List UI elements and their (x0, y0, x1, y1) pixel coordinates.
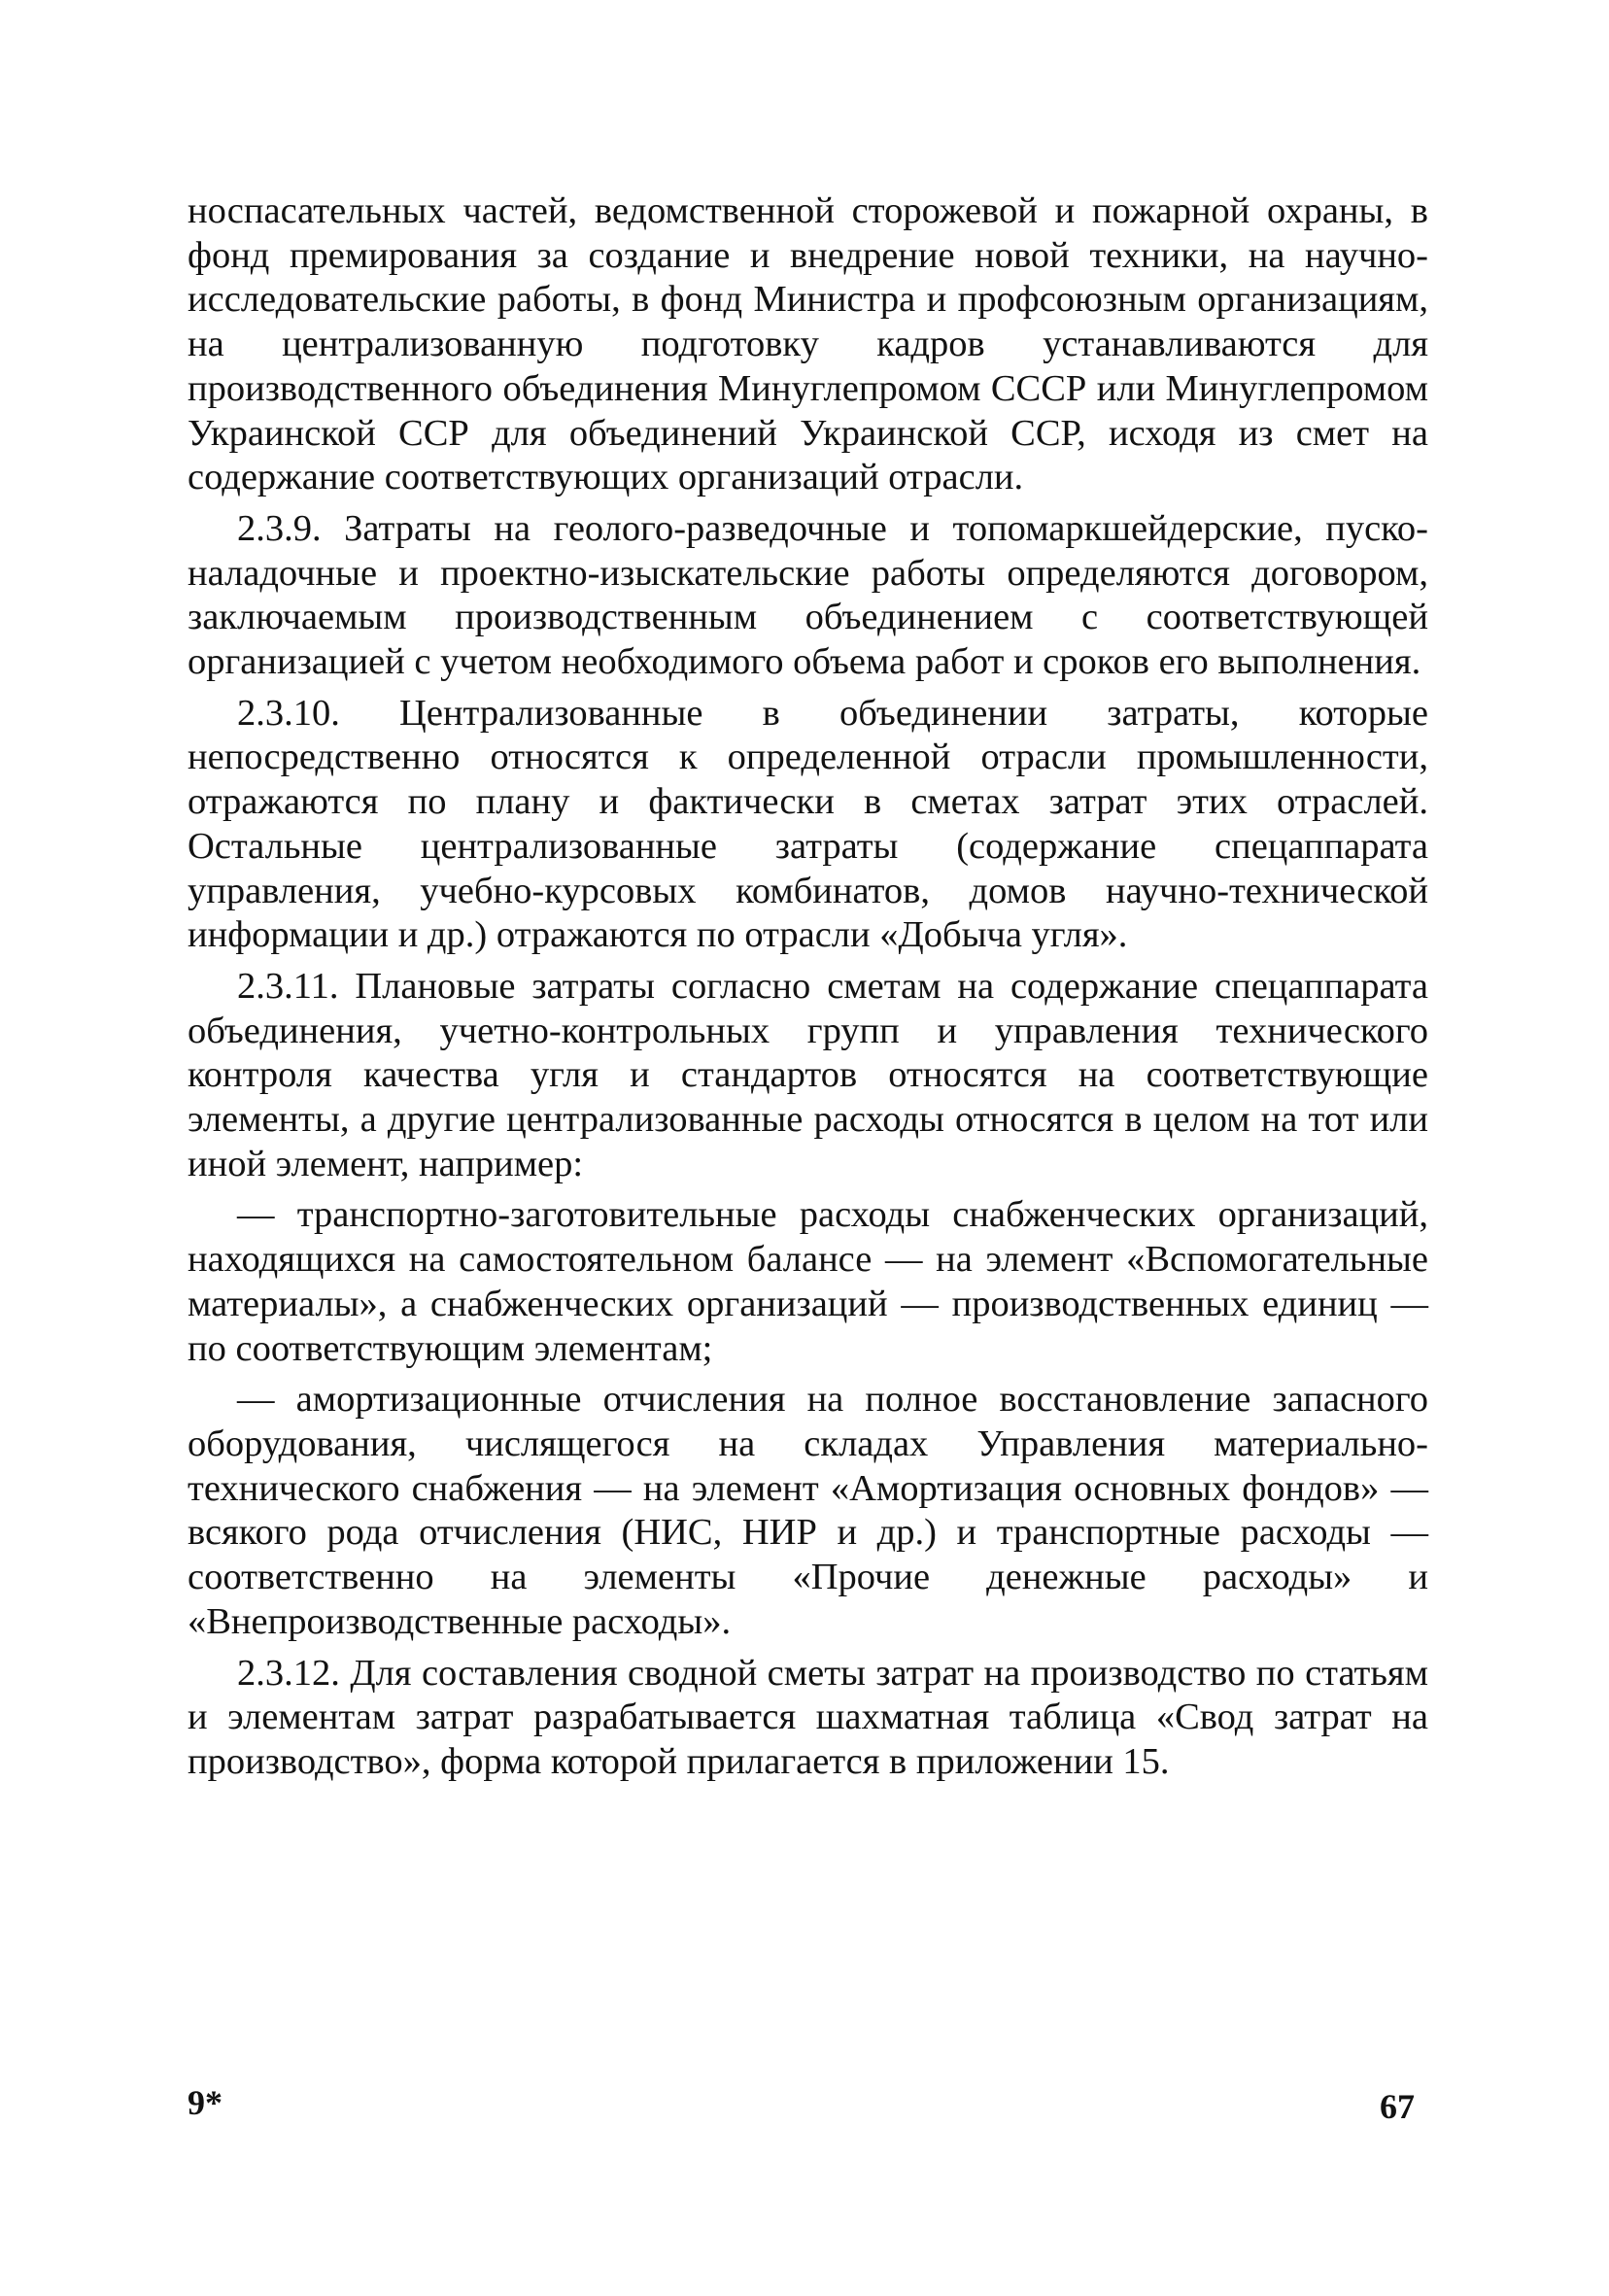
list-item-depreciation: — амортизационные отчисления на полное восстановление запасного оборудования, числящегося на складах Управления материально-технического снабжения — на элемент «Амортизация основных фондов» — всякого рода отчисления (НИС, НИР и др.) и транспортные расходы — соответственно на элементы «Прочие денежные расходы» и «Внепроизводственные расходы». (188, 1379, 1428, 1642)
list-item-transport-costs: — транспортно-заготовительные расходы снабженческих организаций, находящихся на самостоятельном балансе — на элемент «Вспомогательные материалы», а снабженческих организаций — производственных единиц — по соответствующим элементам; (188, 1194, 1428, 1369)
paragraph-2-3-9: 2.3.9. Затраты на геолого-разведочные и топомаркшейдерские, пуско-наладочные и проектно-изыскательские работы определяются договором, заключаемым производственным объединением с соответствующей организацией с учетом необходимого объема работ и сроков его выполнения. (188, 507, 1428, 683)
page-number: 67 (1380, 2087, 1415, 2126)
paragraph-continuation: носпасательных частей, ведомственной сторожевой и пожарной охраны, в фонд премирования за создание и внедрение новой техники, на научно-исследовательские работы, в фонд Министра и профсоюзным организациям, на централизованную подготовку кадров устанавливаются для производственного объединения Минуглепромом СССР или Минуглепромом Украинской ССР для объединений Украинской ССР, исходя из смет на содержание соответствующих организаций отрасли. (188, 190, 1428, 498)
paragraph-2-3-11: 2.3.11. Плановые затраты согласно сметам на содержание спецаппарата объединения, учетно-контрольных групп и управления технического контроля качества угля и стандартов относятся на соответствующие элементы, а другие централизованные расходы относятся в целом на тот или иной элемент, например: (188, 965, 1428, 1184)
paragraph-2-3-12: 2.3.12. Для составления сводной сметы затрат на производство по статьям и элементам затрат разрабатывается шахматная таблица «Свод затрат на производство», форма которой прилагается в приложении 15. (188, 1652, 1428, 1782)
body-text (188, 189, 1428, 1792)
paragraph-2-3-10: 2.3.10. Централизованные в объединении затраты, которые непосредственно относятся к определенной отрасли промышленности, отражаются по плану и фактически в сметах затрат этих отраслей. Остальные централизованные затраты (содержание спецаппарата управления, учебно-курсовых комбинатов, домов научно-технической информации и др.) отражаются по отрасли «Добыча угля». (188, 692, 1428, 956)
signature-mark: 9* (188, 2083, 223, 2122)
